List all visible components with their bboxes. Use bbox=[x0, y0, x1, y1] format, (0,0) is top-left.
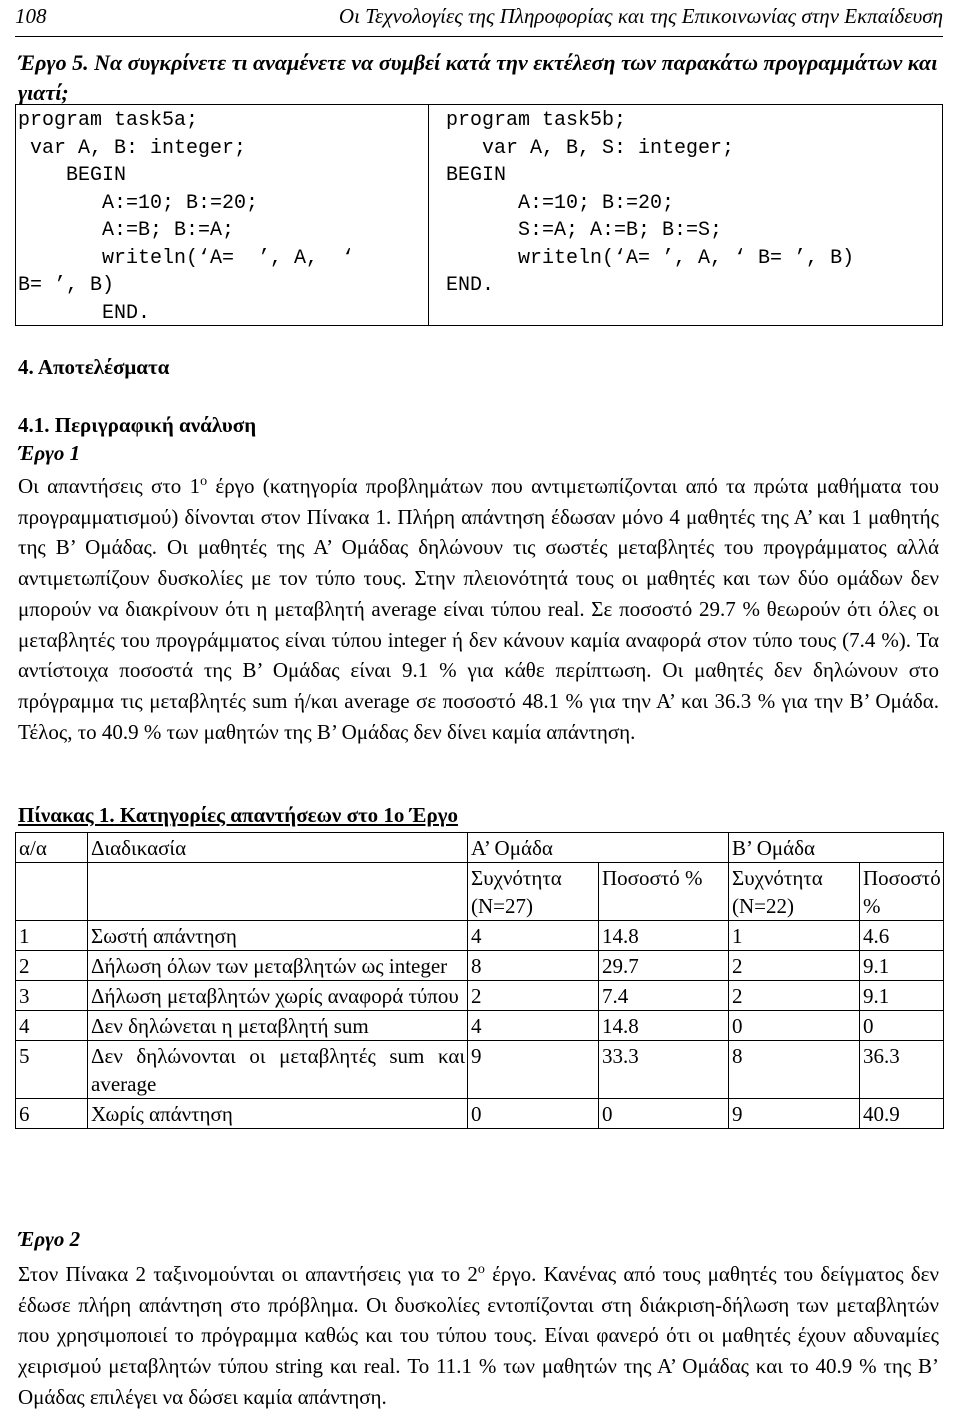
cell-freq-a: 0 bbox=[468, 1099, 599, 1129]
header-group-b: Β’ Ομάδα bbox=[729, 833, 944, 863]
cell-description: Χωρίς απάντηση bbox=[88, 1099, 468, 1129]
task2-paragraph-sup: ο bbox=[477, 1262, 485, 1277]
code-divider bbox=[428, 105, 429, 325]
cell-pct-b: 40.9 bbox=[860, 1099, 944, 1129]
table-row bbox=[16, 1011, 944, 1041]
task1-heading: Έργο 1 bbox=[18, 441, 81, 465]
program-task5b-code: program task5b; var A, B, S: integer; BEGIN A:=10; B:=20; S:=A; A:=B; B:=S; writeln(‘A= ’, A, ‘ B= ’, B) END. bbox=[446, 109, 855, 297]
header-freq-a: Συχνότητα (N=27) bbox=[468, 863, 599, 921]
task5-title: Έργο 5. Να συγκρίνετε τι αναμένετε να συμβεί κατά την εκτέλεση των παρακάτω προγραμμάτων και γιατί; bbox=[18, 50, 938, 105]
cell-pct-a: 14.8 bbox=[599, 1011, 729, 1041]
table-row bbox=[16, 951, 944, 981]
cell-pct-b: 9.1 bbox=[860, 951, 944, 981]
task2-paragraph-start: Στον Πίνακα 2 ταξινομούνται οι απαντήσεις για το 2 bbox=[18, 1262, 478, 1286]
task1-paragraph-rest: έργο (κατηγορία προβλημάτων που αντιμετωπίζονται από τα πρώτα μαθήματα του προγραμματισμού) δίνονται στον Πίνακα 1. Πλήρη απάντηση έδωσαν μόνο 4 μαθητές της Α’ και 1 μαθητής της Β’ Ομάδας. Οι μαθητές της Α’ Ομάδας δηλώνουν τις σωστές μεταβλητές του προγράμματος αλλά αντιμετωπίζουν δυσκολίες με τον τύπο τους. Στην πλειονότητά τους οι μαθητές και των δύο ομάδων δεν μπορούν να διακρίνουν ότι η μεταβλητή average είναι τύπου real. Σε ποσοστό 29.7 % θεωρούν ότι όλες οι μεταβλητές του προγράμματος είναι τύπου integer ή δεν κάνουν καμία αναφορά στον τύπο τους (7.4 %). Τα αντίστοιχα ποσοστά της Β’ Ομάδας είναι 9.1 % για κάθε περίπτωση. Οι μαθητές δεν δηλώνουν στο πρόγραμμα τις μεταβλητές sum ή/και average σε ποσοστό 48.1 % για την Α’ και 36.3 % για την Β’ Ομάδα. Τέλος, το 40.9 % των μαθητών της Β’ Ομάδας δεν δίνει καμία απάντηση. bbox=[18, 474, 940, 744]
task1-paragraph bbox=[18, 467, 939, 747]
cell-freq-b: 2 bbox=[729, 981, 860, 1011]
cell-index: 4 bbox=[16, 1011, 88, 1041]
cell-pct-a: 29.7 bbox=[599, 951, 729, 981]
running-title: Οι Τεχνολογίες της Πληροφορίας και της Επικοινωνίας στην Εκπαίδευση bbox=[338, 4, 943, 28]
task1-paragraph-sup: ο bbox=[200, 474, 208, 489]
section-heading: 4. Αποτελέσματα bbox=[18, 355, 170, 379]
cell-description: Δήλωση όλων των μεταβλητών ως integer bbox=[88, 951, 468, 981]
code-comparison-box bbox=[15, 104, 943, 326]
empty-cell bbox=[16, 863, 88, 921]
cell-description: Σωστή απάντηση bbox=[88, 921, 468, 951]
header-pct-b: Ποσοστό % bbox=[860, 863, 944, 921]
task2-paragraph bbox=[18, 1255, 939, 1413]
table-caption bbox=[18, 803, 458, 828]
cell-freq-b: 9 bbox=[729, 1099, 860, 1129]
cell-pct-a: 14.8 bbox=[599, 921, 729, 951]
results-table bbox=[15, 832, 944, 1129]
cell-description: Δήλωση μεταβλητών χωρίς αναφορά τύπου bbox=[88, 981, 468, 1011]
table-row bbox=[16, 1099, 944, 1129]
cell-index: 1 bbox=[16, 921, 88, 951]
table-row bbox=[16, 981, 944, 1011]
cell-freq-a: 9 bbox=[468, 1041, 599, 1099]
task1-paragraph-start: Οι απαντήσεις στο 1 bbox=[18, 474, 201, 498]
cell-pct-a: 0 bbox=[599, 1099, 729, 1129]
table-row bbox=[16, 1041, 944, 1099]
table-caption-label: Πίνακας 1. bbox=[18, 803, 115, 827]
cell-freq-b: 2 bbox=[729, 951, 860, 981]
cell-index: 3 bbox=[16, 981, 88, 1011]
cell-pct-b: 36.3 bbox=[860, 1041, 944, 1099]
header-pct-a: Ποσοστό % bbox=[599, 863, 729, 921]
empty-cell bbox=[88, 863, 468, 921]
header-freq-b: Συχνότητα (N=22) bbox=[729, 863, 860, 921]
header-procedure: Διαδικασία bbox=[88, 833, 468, 863]
cell-freq-a: 2 bbox=[468, 981, 599, 1011]
subsection-heading: 4.1. Περιγραφική ανάλυση bbox=[18, 413, 257, 437]
cell-index: 6 bbox=[16, 1099, 88, 1129]
cell-freq-b: 1 bbox=[729, 921, 860, 951]
cell-pct-b: 0 bbox=[860, 1011, 944, 1041]
cell-pct-a: 7.4 bbox=[599, 981, 729, 1011]
cell-description: Δεν δηλώνονται οι μεταβλητές sum και average bbox=[88, 1041, 468, 1099]
cell-index: 5 bbox=[16, 1041, 88, 1099]
page-header bbox=[15, 0, 943, 37]
cell-pct-b: 9.1 bbox=[860, 981, 944, 1011]
program-task5a-code: program task5a; var A, B: integer; BEGIN A:=10; B:=20; A:=B; B:=A; writeln(‘A= ’, A, ‘ B= ’, B) END. bbox=[18, 109, 355, 325]
cell-freq-a: 8 bbox=[468, 951, 599, 981]
cell-pct-b: 4.6 bbox=[860, 921, 944, 951]
table-header-row bbox=[16, 833, 944, 863]
task2-heading: Έργο 2 bbox=[18, 1227, 81, 1251]
header-group-a: Α’ Ομάδα bbox=[468, 833, 729, 863]
task2-paragraph-rest: έργο. Κανένας από τους μαθητές του δείγματος δεν έδωσε πλήρη απάντηση στο πρόβλημα. Οι δυσκολίες εντοπίζονται στη διάκριση-δήλωση των μεταβλητών που χρησιμοποιεί το πρόγραμμα καθώς και του τύπου τους. Είναι φανερό ότι οι μαθητές έχουν αδυναμίες χειρισμού μεταβλητών τύπου string και real. Το 11.1 % των μαθητών της Α’ Ομάδας και το 40.9 % της Β’ Ομάδας επιλέγει να δώσει καμία απάντηση. bbox=[18, 1262, 939, 1409]
cell-freq-a: 4 bbox=[468, 921, 599, 951]
cell-description: Δεν δηλώνεται η μεταβλητή sum bbox=[88, 1011, 468, 1041]
table-caption-text: Κατηγορίες απαντήσεων στο 1ο Έργο bbox=[114, 803, 459, 827]
page-number: 108 bbox=[15, 4, 47, 28]
cell-pct-a: 33.3 bbox=[599, 1041, 729, 1099]
cell-index: 2 bbox=[16, 951, 88, 981]
cell-freq-a: 4 bbox=[468, 1011, 599, 1041]
table-row bbox=[16, 921, 944, 951]
cell-freq-b: 8 bbox=[729, 1041, 860, 1099]
header-index: α/α bbox=[16, 833, 88, 863]
cell-freq-b: 0 bbox=[729, 1011, 860, 1041]
table-subheader-row bbox=[16, 863, 944, 921]
